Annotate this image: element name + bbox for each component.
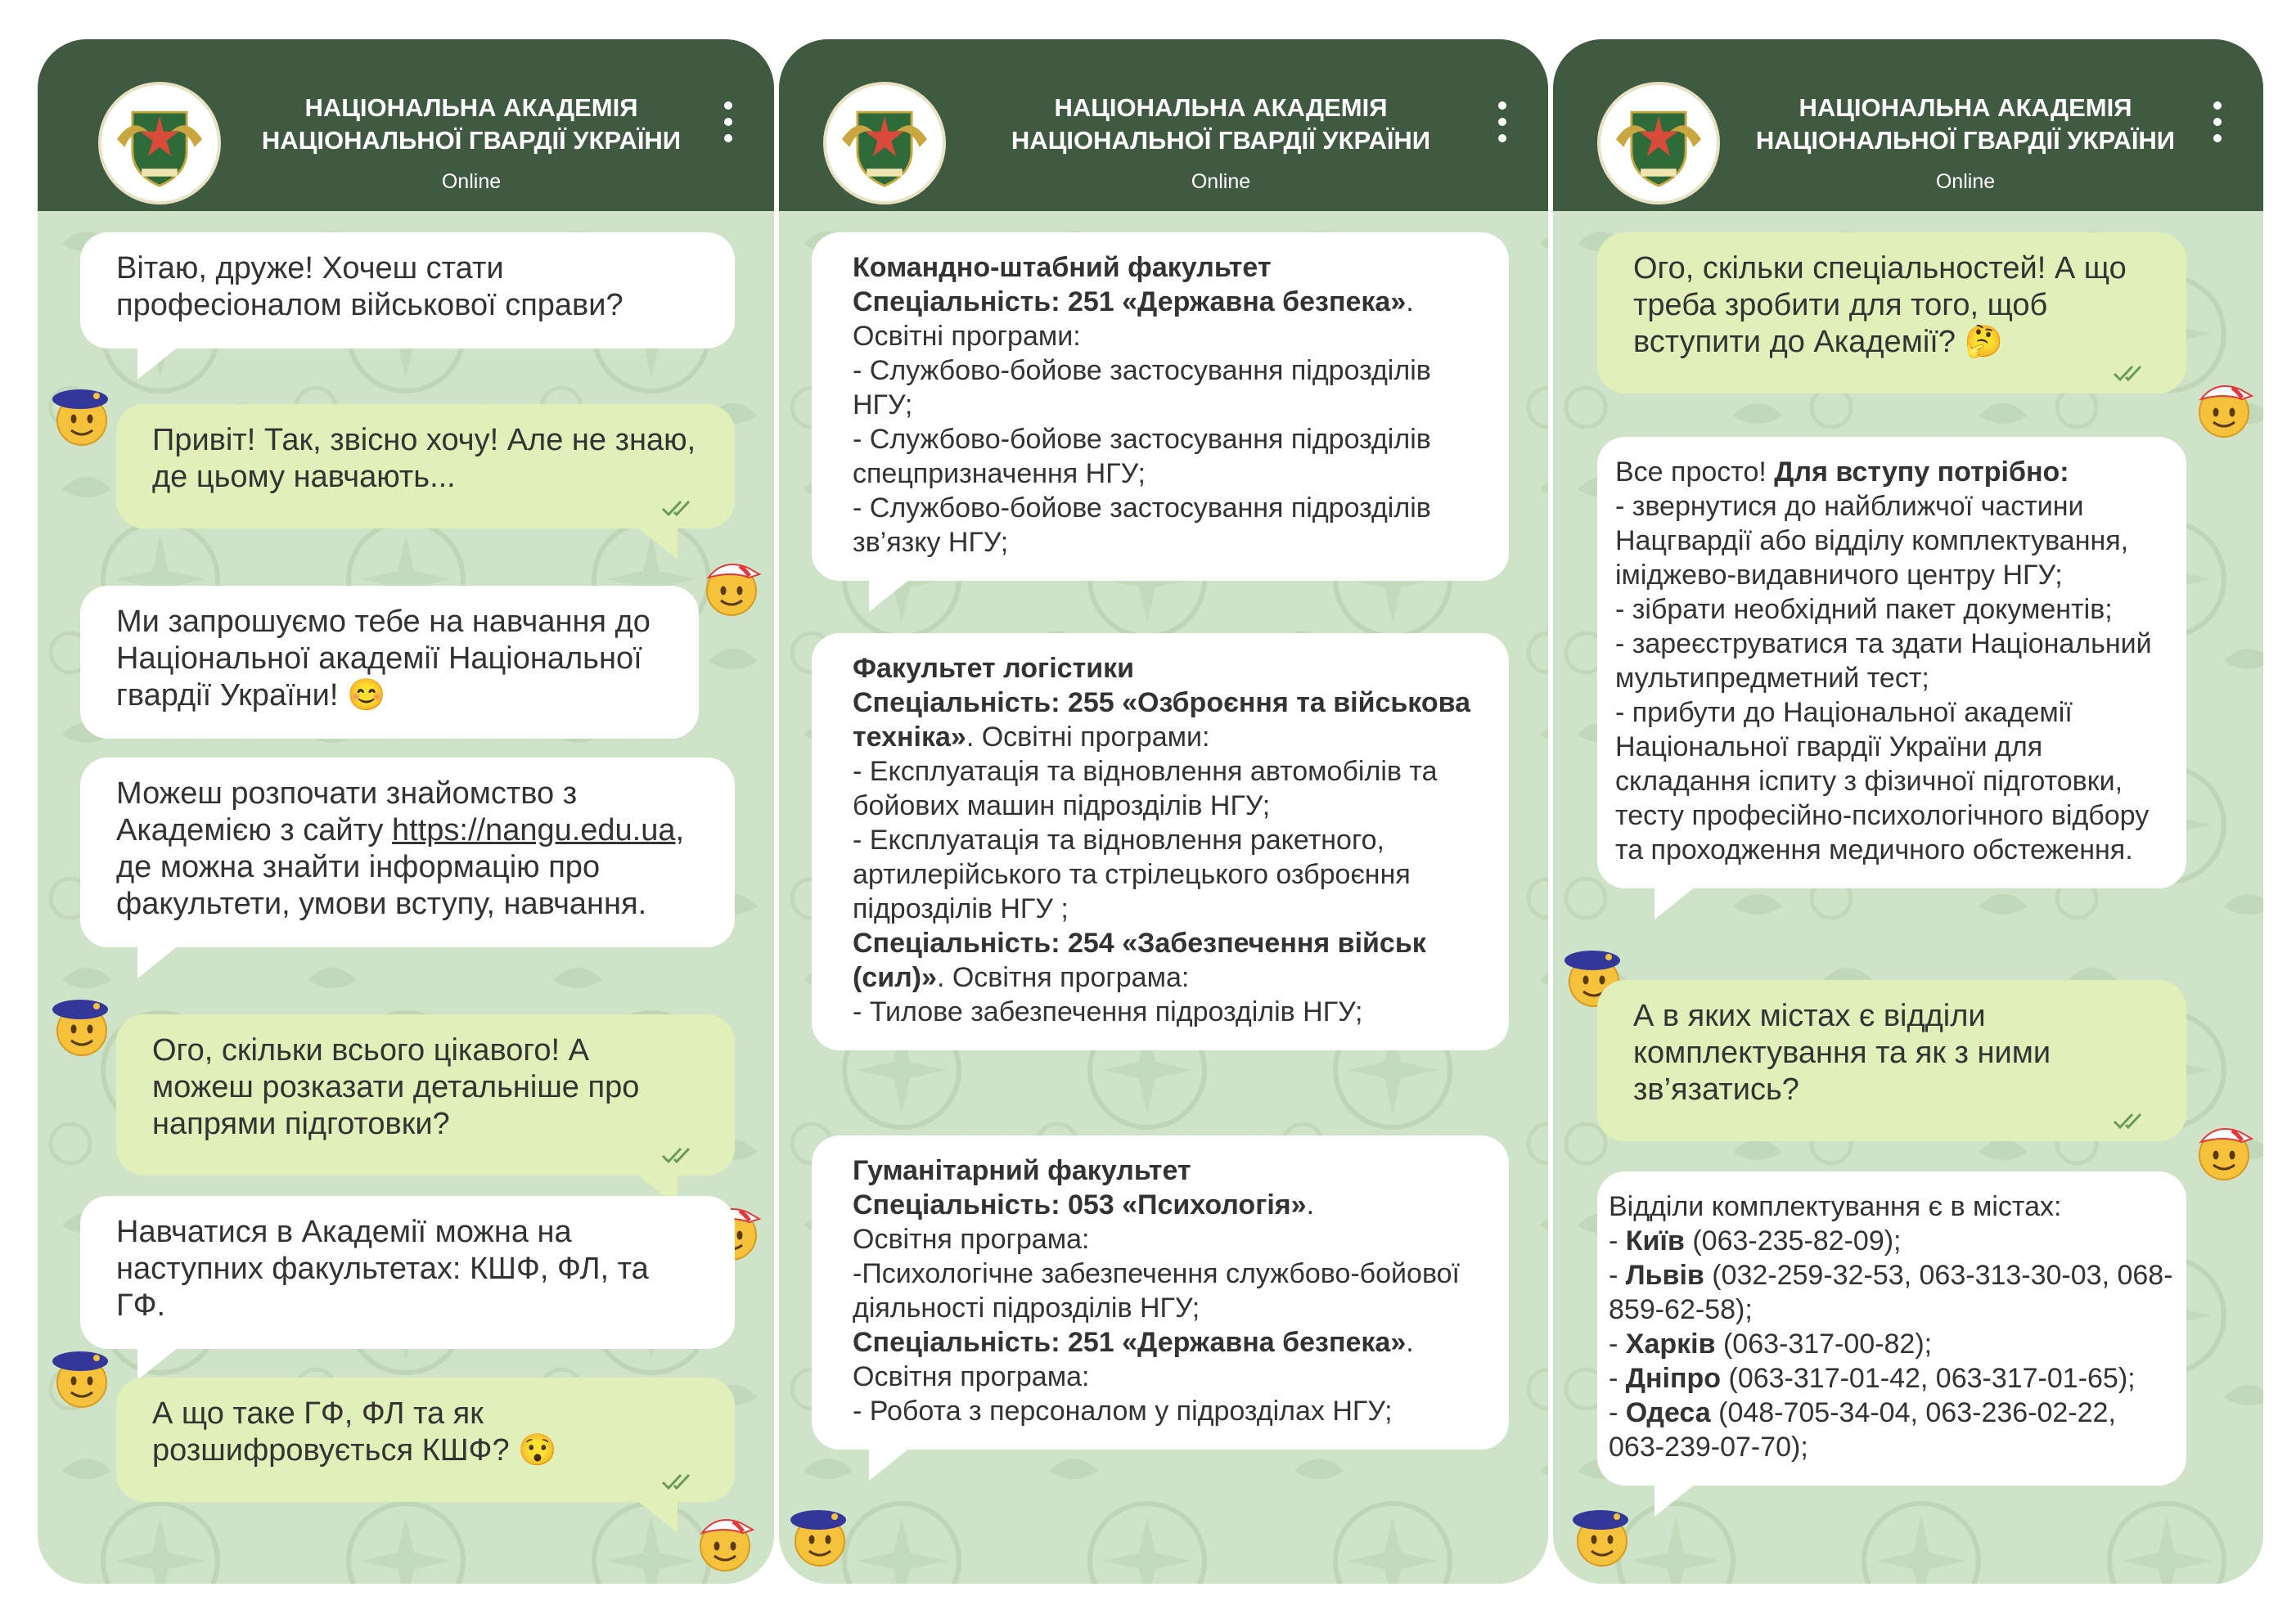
message-incoming: Командно-штабний факультет Спеціальність: 251 «Державна безпека». Освітні програми: - Службово-бойове застосування підрозділів НГУ; - Службово-бойове застосування підрозділів спецпризначення НГУ; - Службово-бойове застосування підрозділів зв’язку НГУ; — [812, 232, 1509, 581]
city-item: - Київ (063-235-82-09); — [1609, 1225, 1902, 1257]
message-incoming: Навчатися в Академії можна на наступних факультетах: КШФ, ФЛ, та ГФ. — [80, 1196, 735, 1349]
message-incoming: Ми запрошуємо тебе на навчання до Національної академії Національної гвардії України! 😊 — [80, 586, 699, 739]
city-item: - Дніпро (063-317-01-42, 063-317-01-65); — [1609, 1363, 2136, 1394]
chat-panel-2 — [779, 39, 1548, 1584]
city-item: - Одеса (048-705-34-04, 063-236-02-22, 063-239-07-70); — [1609, 1397, 2116, 1463]
double-check-icon — [2113, 364, 2150, 382]
message-outgoing: Привіт! Так, звісно хочу! Але не знаю, де цьому навчають... — [116, 404, 735, 528]
message-outgoing: Ого, скільки спеціальностей! А що треба зробити для того, щоб вступити до Академії? 🤔 — [1597, 232, 2186, 393]
smiley-cap-icon — [699, 553, 764, 618]
smiley-beret-icon — [1569, 1504, 1635, 1569]
more-vert-icon[interactable] — [718, 101, 738, 151]
smiley-cap-icon — [2191, 1117, 2257, 1183]
more-vert-icon[interactable] — [1492, 101, 1512, 151]
message-incoming: Гуманітарний факультет Спеціальність: 053 «Психологія». Освітня програма: -Психологічне забезпечення службово-бойової діяльності підрозділів НГУ; Спеціальність: 251 «Державна безпека». Освітня програма: - Робота з персоналом у підрозділах НГУ; — [812, 1135, 1509, 1450]
chat-header — [38, 39, 774, 211]
chat-title: НАЦІОНАЛЬНА АКАДЕМІЯ НАЦІОНАЛЬНОЇ ГВАРДІЇ УКРАЇНИ — [1011, 93, 1431, 155]
academy-logo — [98, 82, 221, 205]
online-status: Online — [1191, 170, 1251, 193]
message-outgoing: А що таке ГФ, ФЛ та як розшифровується КШФ? 😯 — [116, 1378, 735, 1502]
chat-header — [779, 39, 1548, 211]
smiley-cap-icon — [2191, 375, 2257, 440]
double-check-icon — [661, 1146, 699, 1164]
chat-title: НАЦІОНАЛЬНА АКАДЕМІЯ НАЦІОНАЛЬНОЇ ГВАРДІЇ УКРАЇНИ — [1755, 93, 2176, 155]
smiley-beret-icon — [49, 383, 115, 448]
online-status: Online — [1935, 170, 1996, 193]
chat-title: НАЦІОНАЛЬНА АКАДЕМІЯ НАЦІОНАЛЬНОЇ ГВАРДІЇ УКРАЇНИ — [261, 93, 682, 155]
city-item: - Львів (032-259-32-53, 063-313-30-03, 068-859-62-58); — [1609, 1260, 2173, 1325]
chat-header — [1553, 39, 2263, 211]
message-incoming: Факультет логістики Спеціальність: 255 «Озброєння та військова техніка». Освітні програми: - Експлуатація та відновлення автомобілів та бойових машин підрозділів НГУ; - Експлуатація та відновлення ракетного, артилерійського та стрілецького озброєння підрозділів НГУ ; Спеціальність: 254 «Забезпечення військ (сил)». Освітня програма: - Тилове забезпечення підрозділів НГУ; — [812, 633, 1509, 1050]
smiley-beret-icon — [49, 993, 115, 1059]
city-item: - Харків (063-317-00-82); — [1609, 1329, 1933, 1360]
message-outgoing: Ого, скільки всього цікавого! А можеш розказати детальніше про напрями підготовки? — [116, 1014, 735, 1176]
message-incoming: Все просто! Для вступу потрібно: - звернутися до найближчої частини Нацгвардії або відділу комплектування, іміджево-видавничого центру НГУ; - зібрати необхідний пакет документів; - зареєструватися та здати Національний мультипредметний тест; - прибути до Національної академії Національної гвардії України для складання іспиту з фізичної підготовки, тесту професійно-психологічного відбору та проходження медичного обстеження. — [1597, 437, 2186, 888]
smiley-cap-icon — [692, 1508, 758, 1574]
academy-logo — [823, 82, 946, 205]
double-check-icon — [661, 1472, 699, 1490]
online-status: Online — [441, 170, 502, 193]
chat-panel-1 — [38, 39, 774, 1584]
smiley-beret-icon — [787, 1504, 853, 1569]
chat-panel-3 — [1553, 39, 2263, 1584]
website-link[interactable]: https://nangu.edu.ua — [392, 813, 676, 847]
double-check-icon — [661, 499, 699, 517]
academy-logo — [1597, 82, 1720, 205]
more-vert-icon[interactable] — [2208, 101, 2227, 151]
message-incoming: Можеш розпочати знайомство з Академією з сайту https://nangu.edu.ua, де можна знайти інформацію про факультети, умови вступу, навчання. — [80, 758, 735, 947]
double-check-icon — [2113, 1112, 2150, 1130]
message-outgoing: А в яких містах є відділи комплектування та як з ними зв’язатись? — [1597, 980, 2186, 1141]
message-incoming: Відділи комплектування є в містах: - Київ (063-235-82-09); - Львів (032-259-32-53, 063-313-30-03, 068-859-62-58); - Харків (063-317-00-82); - Дніпро (063-317-01-42, 063-317-01-65); - Одеса (048-705-34-04, 063-236-02-22, 063-239-07-70); — [1597, 1171, 2186, 1486]
message-incoming: Вітаю, друже! Хочеш стати професіоналом військової справи? — [80, 232, 735, 348]
smiley-beret-icon — [49, 1345, 115, 1410]
